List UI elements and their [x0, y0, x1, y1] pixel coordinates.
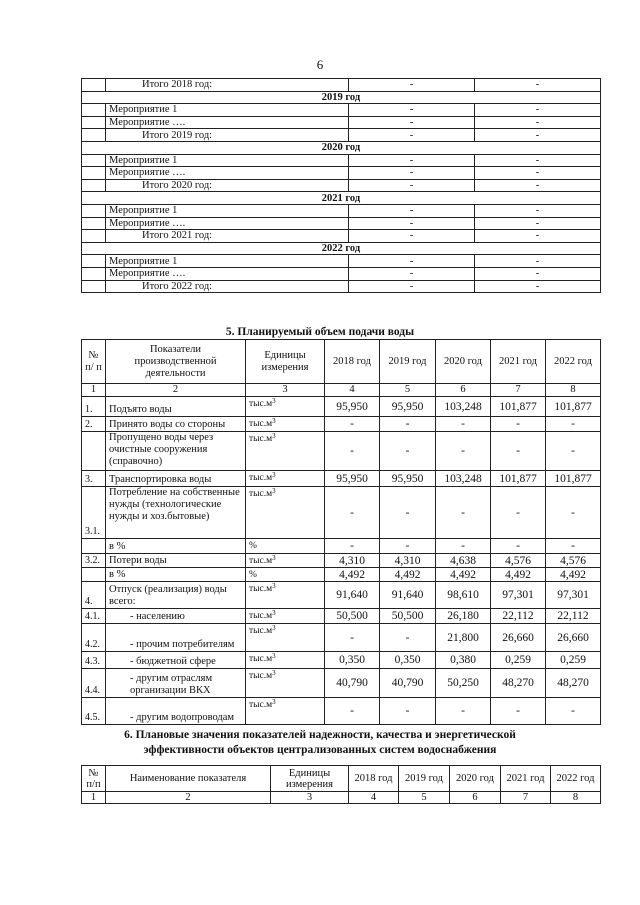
row-number: 4.4.: [82, 669, 106, 698]
row-number: 4.2.: [82, 624, 106, 652]
value-cell: 98,610: [436, 582, 491, 609]
value-cell: -: [475, 129, 601, 142]
year-heading: 2022 год: [82, 242, 601, 255]
table-row: [82, 652, 601, 669]
row-label: Мероприятие 1: [106, 255, 349, 268]
blank-cell: [82, 154, 106, 167]
header-no: № п/п: [82, 766, 106, 792]
value-cell: 40,790: [325, 669, 380, 698]
blank-cell: [82, 255, 106, 268]
value-cell: -: [380, 624, 436, 652]
header-year: 2019 год: [399, 766, 450, 792]
unit-superscript: 3: [272, 669, 276, 677]
row-name: - другим водопроводам: [106, 698, 246, 725]
unit-cell: [246, 554, 325, 568]
value-cell: -: [436, 417, 491, 432]
unit-cell: [246, 539, 325, 554]
value-cell: 40,790: [380, 669, 436, 698]
unit-superscript: 3: [272, 397, 276, 405]
value-cell: 103,248: [436, 397, 491, 417]
header-no: № п/ п: [82, 340, 106, 384]
value-cell: 4,492: [546, 568, 601, 582]
row-label: Мероприятие 1: [106, 154, 349, 167]
unit-superscript: 3: [272, 582, 276, 590]
unit-superscript: 3: [272, 417, 276, 425]
unit-superscript: 3: [272, 698, 276, 706]
value-cell: -: [491, 698, 546, 725]
blank-cell: [82, 280, 106, 293]
value-cell: -: [349, 280, 475, 293]
value-cell: 22,112: [546, 609, 601, 624]
table-row: [82, 698, 601, 725]
row-label: Мероприятие 1: [106, 204, 349, 217]
row-name: Пропущено воды через очистные сооружения (справочно): [106, 432, 246, 471]
table-row: [82, 669, 601, 698]
value-cell: -: [475, 116, 601, 129]
row-name: Принято воды со стороны: [106, 417, 246, 432]
value-cell: -: [380, 487, 436, 539]
row-number: 3.2.: [82, 554, 106, 568]
value-cell: -: [349, 79, 475, 92]
row-label: Итого 2021 год:: [106, 230, 349, 243]
table-row: [82, 280, 601, 293]
unit-text: тыс.м: [249, 419, 273, 429]
row-number: 1.: [82, 397, 106, 417]
row-name: Отпуск (реализация) воды всего:: [106, 582, 246, 609]
value-cell: 97,301: [546, 582, 601, 609]
value-cell: 0,380: [436, 652, 491, 669]
value-cell: 91,640: [380, 582, 436, 609]
index-cell: 3: [246, 384, 325, 397]
row-number: [82, 432, 106, 471]
value-cell: -: [380, 698, 436, 725]
row-name: - бюджетной сфере: [106, 652, 246, 669]
blank-cell: [82, 129, 106, 142]
table-row: [82, 116, 601, 129]
value-cell: 50,500: [380, 609, 436, 624]
unit-superscript: 3: [272, 652, 276, 660]
index-cell: 3: [271, 792, 349, 804]
table-row: [82, 267, 601, 280]
table-row: [82, 417, 601, 432]
section6-table: [81, 765, 601, 804]
row-name: Подъято воды: [106, 397, 246, 417]
row-number: 4.3.: [82, 652, 106, 669]
unit-cell: [246, 432, 325, 471]
index-cell: 8: [546, 384, 601, 397]
value-cell: -: [491, 487, 546, 539]
table-row: [82, 217, 601, 230]
year-row: [82, 91, 601, 104]
value-cell: -: [475, 230, 601, 243]
header-year: 2019 год: [380, 340, 436, 384]
blank-cell: [82, 104, 106, 117]
index-cell: 8: [551, 792, 601, 804]
unit-text: тыс.м: [249, 671, 273, 681]
value-cell: 95,950: [380, 471, 436, 487]
year-row: [82, 242, 601, 255]
index-cell: 5: [399, 792, 450, 804]
value-cell: -: [349, 267, 475, 280]
row-number: 4.: [82, 582, 106, 609]
value-cell: 0,259: [546, 652, 601, 669]
value-cell: -: [325, 432, 380, 471]
section5-title: 5. Планируемый объем подачи воды: [225, 326, 415, 338]
value-cell: 97,301: [491, 582, 546, 609]
table-row: [82, 624, 601, 652]
table-row: [82, 397, 601, 417]
value-cell: 0,350: [325, 652, 380, 669]
table-row: [82, 582, 601, 609]
value-cell: 4,576: [491, 554, 546, 568]
value-cell: -: [436, 487, 491, 539]
row-number: [82, 539, 106, 554]
table-row: [82, 179, 601, 192]
value-cell: 4,576: [546, 554, 601, 568]
header-unit: Единицы измерения: [246, 340, 325, 384]
unit-cell: [246, 471, 325, 487]
unit-cell: [246, 698, 325, 725]
header-name: Показатели производственной деятельности: [106, 340, 246, 384]
table-row: [82, 554, 601, 568]
blank-cell: [82, 204, 106, 217]
index-cell: 5: [380, 384, 436, 397]
row-label: Мероприятие ….: [106, 217, 349, 230]
value-cell: 101,877: [546, 397, 601, 417]
value-cell: 91,640: [325, 582, 380, 609]
value-cell: -: [475, 204, 601, 217]
value-cell: -: [491, 539, 546, 554]
value-cell: -: [349, 179, 475, 192]
table-row: [82, 129, 601, 142]
value-cell: 4,638: [436, 554, 491, 568]
value-cell: 103,248: [436, 471, 491, 487]
blank-cell: [82, 267, 106, 280]
value-cell: 95,950: [380, 397, 436, 417]
unit-cell: [246, 417, 325, 432]
index-cell: 1: [82, 792, 106, 804]
value-cell: 50,500: [325, 609, 380, 624]
unit-superscript: 3: [272, 609, 276, 617]
value-cell: -: [349, 129, 475, 142]
value-cell: -: [349, 167, 475, 180]
index-cell: 6: [436, 384, 491, 397]
value-cell: 50,250: [436, 669, 491, 698]
row-label: Мероприятие ….: [106, 267, 349, 280]
table-row: [82, 167, 601, 180]
row-label: Итого 2018 год:: [106, 79, 349, 92]
value-cell: -: [380, 539, 436, 554]
value-cell: 95,950: [325, 471, 380, 487]
unit-cell: [246, 568, 325, 582]
header-year: 2020 год: [436, 340, 491, 384]
table-row: [82, 432, 601, 471]
value-cell: -: [491, 417, 546, 432]
row-name: - населению: [106, 609, 246, 624]
row-number: [82, 568, 106, 582]
value-cell: 101,877: [491, 397, 546, 417]
year-heading: 2020 год: [82, 141, 601, 154]
unit-text: %: [249, 570, 257, 580]
value-cell: 26,660: [546, 624, 601, 652]
table-row: [82, 154, 601, 167]
unit-cell: [246, 397, 325, 417]
value-cell: 101,877: [491, 471, 546, 487]
value-cell: -: [546, 487, 601, 539]
row-label: Итого 2022 год:: [106, 280, 349, 293]
table-row: [82, 230, 601, 243]
unit-superscript: 3: [272, 554, 276, 562]
value-cell: 0,259: [491, 652, 546, 669]
year-heading: 2019 год: [82, 91, 601, 104]
index-cell: 7: [491, 384, 546, 397]
table-row: [82, 609, 601, 624]
header-year: 2021 год: [501, 766, 551, 792]
row-name: в %: [106, 568, 246, 582]
header-unit: Единицы измерения: [271, 766, 349, 792]
index-cell: 4: [349, 792, 399, 804]
value-cell: -: [475, 217, 601, 230]
value-cell: 4,310: [325, 554, 380, 568]
value-cell: -: [325, 698, 380, 725]
index-cell: 1: [82, 384, 106, 397]
value-cell: -: [436, 698, 491, 725]
unit-text: тыс.м: [249, 434, 273, 444]
value-cell: -: [325, 624, 380, 652]
value-cell: 4,492: [436, 568, 491, 582]
row-name: - прочим потребителям: [106, 624, 246, 652]
row-label: Мероприятие ….: [106, 116, 349, 129]
value-cell: -: [380, 432, 436, 471]
table-row: [82, 104, 601, 117]
value-cell: -: [475, 154, 601, 167]
value-cell: -: [325, 417, 380, 432]
section6-title-line2: эффективности объектов централизованных систем водоснабжения: [143, 744, 497, 756]
unit-cell: [246, 487, 325, 539]
value-cell: -: [325, 487, 380, 539]
row-name: Транспортировка воды: [106, 471, 246, 487]
row-number: 3.1.: [82, 487, 106, 539]
unit-superscript: 3: [272, 432, 276, 440]
unit-text: тыс.м: [249, 556, 273, 566]
value-cell: -: [475, 179, 601, 192]
table-row: [82, 79, 601, 92]
row-number: 4.1.: [82, 609, 106, 624]
header-year: 2018 год: [349, 766, 399, 792]
index-cell: 2: [106, 384, 246, 397]
row-name: - другим отраслям организации ВКХ: [106, 669, 246, 698]
blank-cell: [82, 79, 106, 92]
index-cell: 4: [325, 384, 380, 397]
header-name: Наименование показателя: [106, 766, 271, 792]
unit-text: тыс.м: [249, 700, 273, 710]
value-cell: -: [349, 104, 475, 117]
value-cell: -: [380, 417, 436, 432]
header-year: 2021 год: [491, 340, 546, 384]
value-cell: -: [475, 255, 601, 268]
row-name: в %: [106, 539, 246, 554]
blank-cell: [82, 179, 106, 192]
blank-cell: [82, 167, 106, 180]
unit-text: тыс.м: [249, 489, 273, 499]
table-row: [82, 487, 601, 539]
value-cell: 4,492: [325, 568, 380, 582]
row-label: Мероприятие ….: [106, 167, 349, 180]
index-cell: 2: [106, 792, 271, 804]
page-number: 6: [316, 57, 324, 72]
value-cell: 4,492: [380, 568, 436, 582]
value-cell: 101,877: [546, 471, 601, 487]
row-name: Потери воды: [106, 554, 246, 568]
row-number: 2.: [82, 417, 106, 432]
unit-cell: [246, 624, 325, 652]
index-cell: 6: [450, 792, 501, 804]
value-cell: 4,492: [491, 568, 546, 582]
value-cell: 26,180: [436, 609, 491, 624]
value-cell: 0,350: [380, 652, 436, 669]
row-name: Потребление на собственные нужды (технологические нужды и хоз.бытовые): [106, 487, 246, 539]
unit-cell: [246, 609, 325, 624]
unit-text: тыс.м: [249, 473, 273, 483]
value-cell: 21,800: [436, 624, 491, 652]
blank-cell: [82, 116, 106, 129]
index-cell: 7: [501, 792, 551, 804]
unit-cell: [246, 652, 325, 669]
unit-text: тыс.м: [249, 584, 273, 594]
section4-table: [81, 78, 601, 293]
row-label: Мероприятие 1: [106, 104, 349, 117]
unit-superscript: 3: [272, 624, 276, 632]
value-cell: -: [349, 204, 475, 217]
value-cell: -: [475, 79, 601, 92]
table-row: [82, 204, 601, 217]
value-cell: -: [475, 167, 601, 180]
row-label: Итого 2020 год:: [106, 179, 349, 192]
value-cell: -: [436, 539, 491, 554]
value-cell: -: [349, 255, 475, 268]
value-cell: -: [546, 432, 601, 471]
row-number: 3.: [82, 471, 106, 487]
section5-table: [81, 339, 601, 725]
value-cell: -: [349, 230, 475, 243]
year-heading: 2021 год: [82, 192, 601, 205]
value-cell: 22,112: [491, 609, 546, 624]
value-cell: 48,270: [546, 669, 601, 698]
value-cell: -: [349, 116, 475, 129]
value-cell: -: [436, 432, 491, 471]
blank-cell: [82, 217, 106, 230]
value-cell: -: [546, 698, 601, 725]
unit-text: тыс.м: [249, 626, 273, 636]
table-row: [82, 255, 601, 268]
blank-cell: [82, 230, 106, 243]
header-year: 2018 год: [325, 340, 380, 384]
table-row: [82, 568, 601, 582]
value-cell: -: [349, 217, 475, 230]
value-cell: 4,310: [380, 554, 436, 568]
value-cell: 95,950: [325, 397, 380, 417]
year-row: [82, 141, 601, 154]
unit-cell: [246, 669, 325, 698]
value-cell: 48,270: [491, 669, 546, 698]
section6-title: [0, 728, 640, 758]
table-row: [82, 471, 601, 487]
row-label: Итого 2019 год:: [106, 129, 349, 142]
year-row: [82, 192, 601, 205]
header-year: 2022 год: [551, 766, 601, 792]
value-cell: -: [475, 104, 601, 117]
unit-text: тыс.м: [249, 611, 273, 621]
unit-text: %: [249, 541, 257, 551]
unit-cell: [246, 582, 325, 609]
header-year: 2020 год: [450, 766, 501, 792]
unit-text: тыс.м: [249, 399, 273, 409]
value-cell: -: [546, 417, 601, 432]
section6-title-line1: 6. Плановые значения показателей надежности, качества и энергетической: [124, 729, 516, 741]
row-number: 4.5.: [82, 698, 106, 725]
value-cell: -: [475, 280, 601, 293]
value-cell: -: [491, 432, 546, 471]
value-cell: -: [546, 539, 601, 554]
header-year: 2022 год: [546, 340, 601, 384]
unit-superscript: 3: [272, 471, 276, 479]
value-cell: -: [349, 154, 475, 167]
value-cell: 26,660: [491, 624, 546, 652]
unit-superscript: 3: [272, 487, 276, 495]
value-cell: -: [475, 267, 601, 280]
unit-text: тыс.м: [249, 654, 273, 664]
value-cell: -: [325, 539, 380, 554]
table-row: [82, 539, 601, 554]
